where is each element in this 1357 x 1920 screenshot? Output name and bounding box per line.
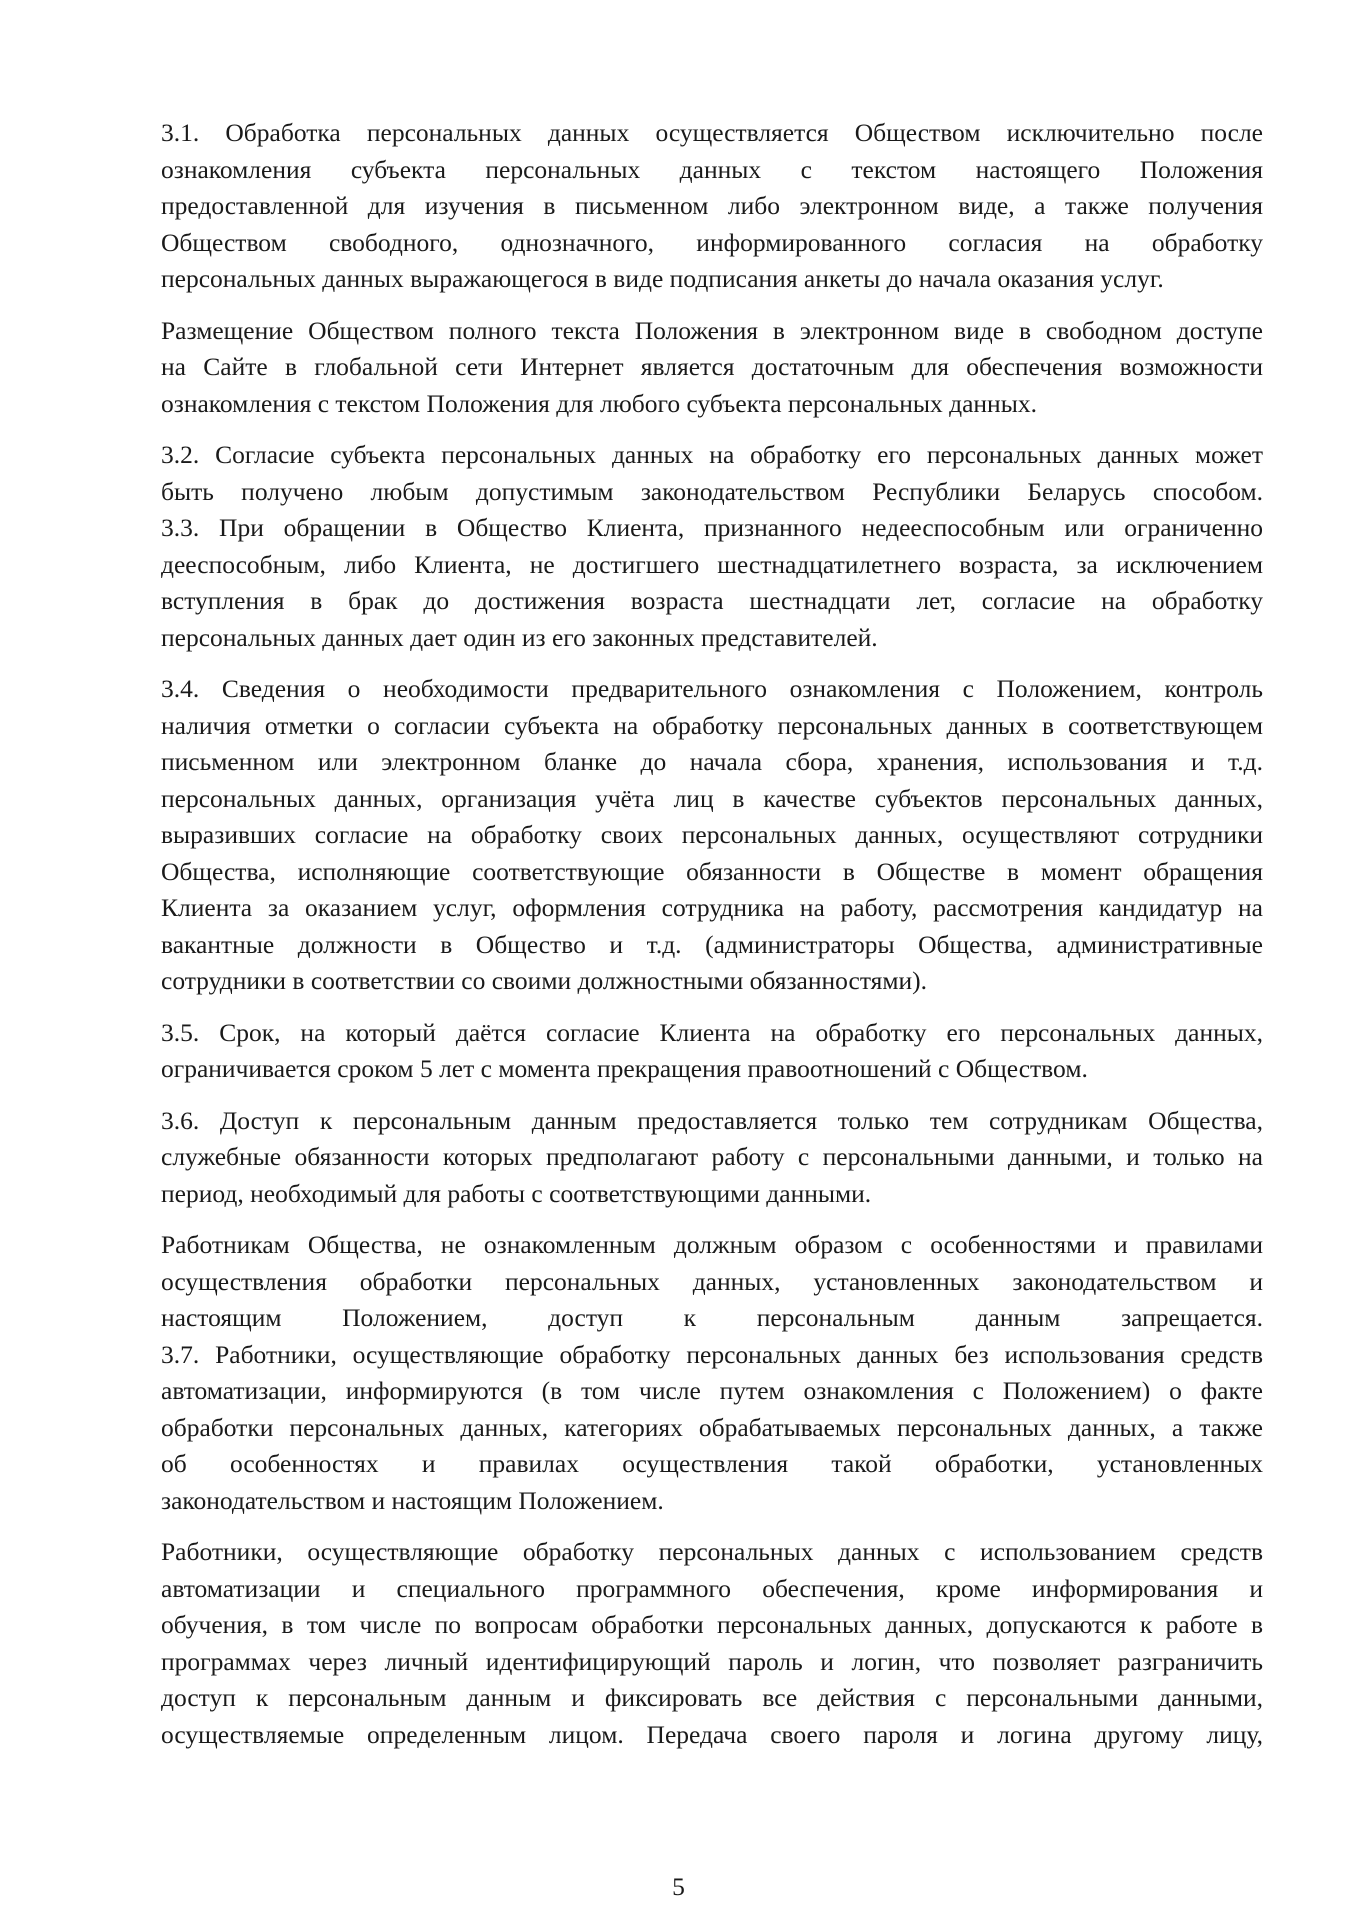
text-line: Работники, осуществляющие обработку персональных данных с использованием средств: [161, 1537, 1263, 1566]
text-line: ограничивается сроком 5 лет с момента прекращения правоотношений с Обществом.: [161, 1054, 1088, 1083]
text-line: 3.6. Доступ к персональным данным предоставляется только тем сотрудникам Общества,: [161, 1105, 1263, 1135]
text-line: ознакомления с текстом Положения для любого субъекта персональных данных.: [161, 388, 1037, 418]
text-line: настоящим Положением, доступ к персональным данным запрещается.: [161, 1303, 1263, 1332]
page-number: 5: [672, 1872, 685, 1901]
paragraph-3-7: [161, 1227, 1263, 1519]
text-line: ознакомления субъекта персональных данных с текстом настоящего Положения: [161, 154, 1263, 184]
text-line: Размещение Обществом полного текста Положения в электронном виде в свободном доступе: [161, 315, 1263, 345]
text-line: 3.5. Срок, на который даётся согласие Клиента на обработку его персональных данных,: [161, 1017, 1263, 1047]
paragraph-3-1: [161, 115, 1263, 298]
text-line: 3.7. Работники, осуществляющие обработку персональных данных без использования средств: [161, 1339, 1263, 1369]
text-line: выразивших согласие на обработку своих персональных данных, осуществляют сотрудники: [161, 820, 1263, 849]
paragraph-3-4: [161, 671, 1263, 1000]
text-line: дееспособным, либо Клиента, не достигшего шестнадцатилетнего возраста, за исключением: [161, 549, 1263, 579]
document-body: [161, 115, 1263, 1768]
text-line: служебные обязанности которых предполагают работу с персональными данными, и только на: [161, 1142, 1263, 1171]
paragraph-site-publication: [161, 313, 1263, 423]
text-line: 3.1. Обработка персональных данных осуществляется Обществом исключительно после: [161, 118, 1263, 147]
paragraph-3-6: [161, 1103, 1263, 1213]
text-line: период, необходимый для работы с соответствующими данными.: [161, 1178, 872, 1208]
text-line: на Сайте в глобальной сети Интернет является достаточным для обеспечения возможности: [161, 352, 1263, 381]
text-line: 3.4. Сведения о необходимости предварительного ознакомления с Положением, контроль: [161, 674, 1263, 703]
text-line: об особенностях и правилах осуществления такой обработки, установленных: [161, 1449, 1263, 1478]
text-line: персональных данных, организация учёта лиц в качестве субъектов персональных данных,: [161, 783, 1263, 813]
paragraph-automation-access: [161, 1534, 1263, 1753]
text-line: Клиента за оказанием услуг, оформления сотрудника на работу, рассмотрения кандидатур на: [161, 893, 1263, 922]
text-line: 3.2. Согласие субъекта персональных данных на обработку его персональных данных может: [161, 440, 1263, 469]
text-line: программах через личный идентифицирующий пароль и логин, что позволяет разграничить: [161, 1646, 1263, 1676]
text-line: обучения, в том числе по вопросам обработки персональных данных, допускаются к работе в: [161, 1610, 1263, 1639]
text-line: вакантные должности в Общество и т.д. (администраторы Общества, административные: [161, 929, 1263, 959]
text-line: обработки персональных данных, категориях обрабатываемых персональных данных, а также: [161, 1412, 1263, 1442]
text-line: письменном или электронном бланке до начала сбора, хранения, использования и т.д.: [161, 747, 1263, 776]
text-line: осуществления обработки персональных данных, установленных законодательством и: [161, 1266, 1263, 1296]
text-line: законодательством и настоящим Положением.: [161, 1485, 664, 1515]
paragraph-3-5: [161, 1015, 1263, 1088]
text-line: быть получено любым допустимым законодательством Республики Беларусь способом.: [161, 476, 1263, 506]
text-line: персональных данных дает один из его законных представителей.: [161, 622, 878, 652]
text-line: вступления в брак до достижения возраста шестнадцати лет, согласие на обработку: [161, 586, 1263, 615]
text-line: сотрудники в соответствии со своими должностными обязанностями).: [161, 966, 928, 995]
text-line: предоставленной для изучения в письменном либо электронном виде, а также получения: [161, 191, 1263, 220]
text-line: Обществом свободного, однозначного, информированного согласия на обработку: [161, 227, 1263, 257]
text-line: 3.3. При обращении в Общество Клиента, признанного недееспособным или ограниченно: [161, 513, 1263, 542]
text-line: наличия отметки о согласии субъекта на обработку персональных данных в соответствующем: [161, 710, 1263, 740]
text-line: Общества, исполняющие соответствующие обязанности в Обществе в момент обращения: [161, 856, 1263, 886]
text-line: автоматизации, информируются (в том числе путем ознакомления с Положением) о факте: [161, 1376, 1263, 1405]
paragraph-3-2-3-3: [161, 437, 1263, 656]
text-line: осуществляемые определенным лицом. Передача своего пароля и логина другому лицу,: [161, 1719, 1263, 1749]
text-line: доступ к персональным данным и фиксировать все действия с персональными данными,: [161, 1683, 1263, 1712]
text-line: персональных данных выражающегося в виде подписания анкеты до начала оказания услуг.: [161, 264, 1164, 293]
text-line: Работникам Общества, не ознакомленным должным образом с особенностями и правилами: [161, 1230, 1263, 1259]
text-line: автоматизации и специального программного обеспечения, кроме информирования и: [161, 1573, 1263, 1603]
